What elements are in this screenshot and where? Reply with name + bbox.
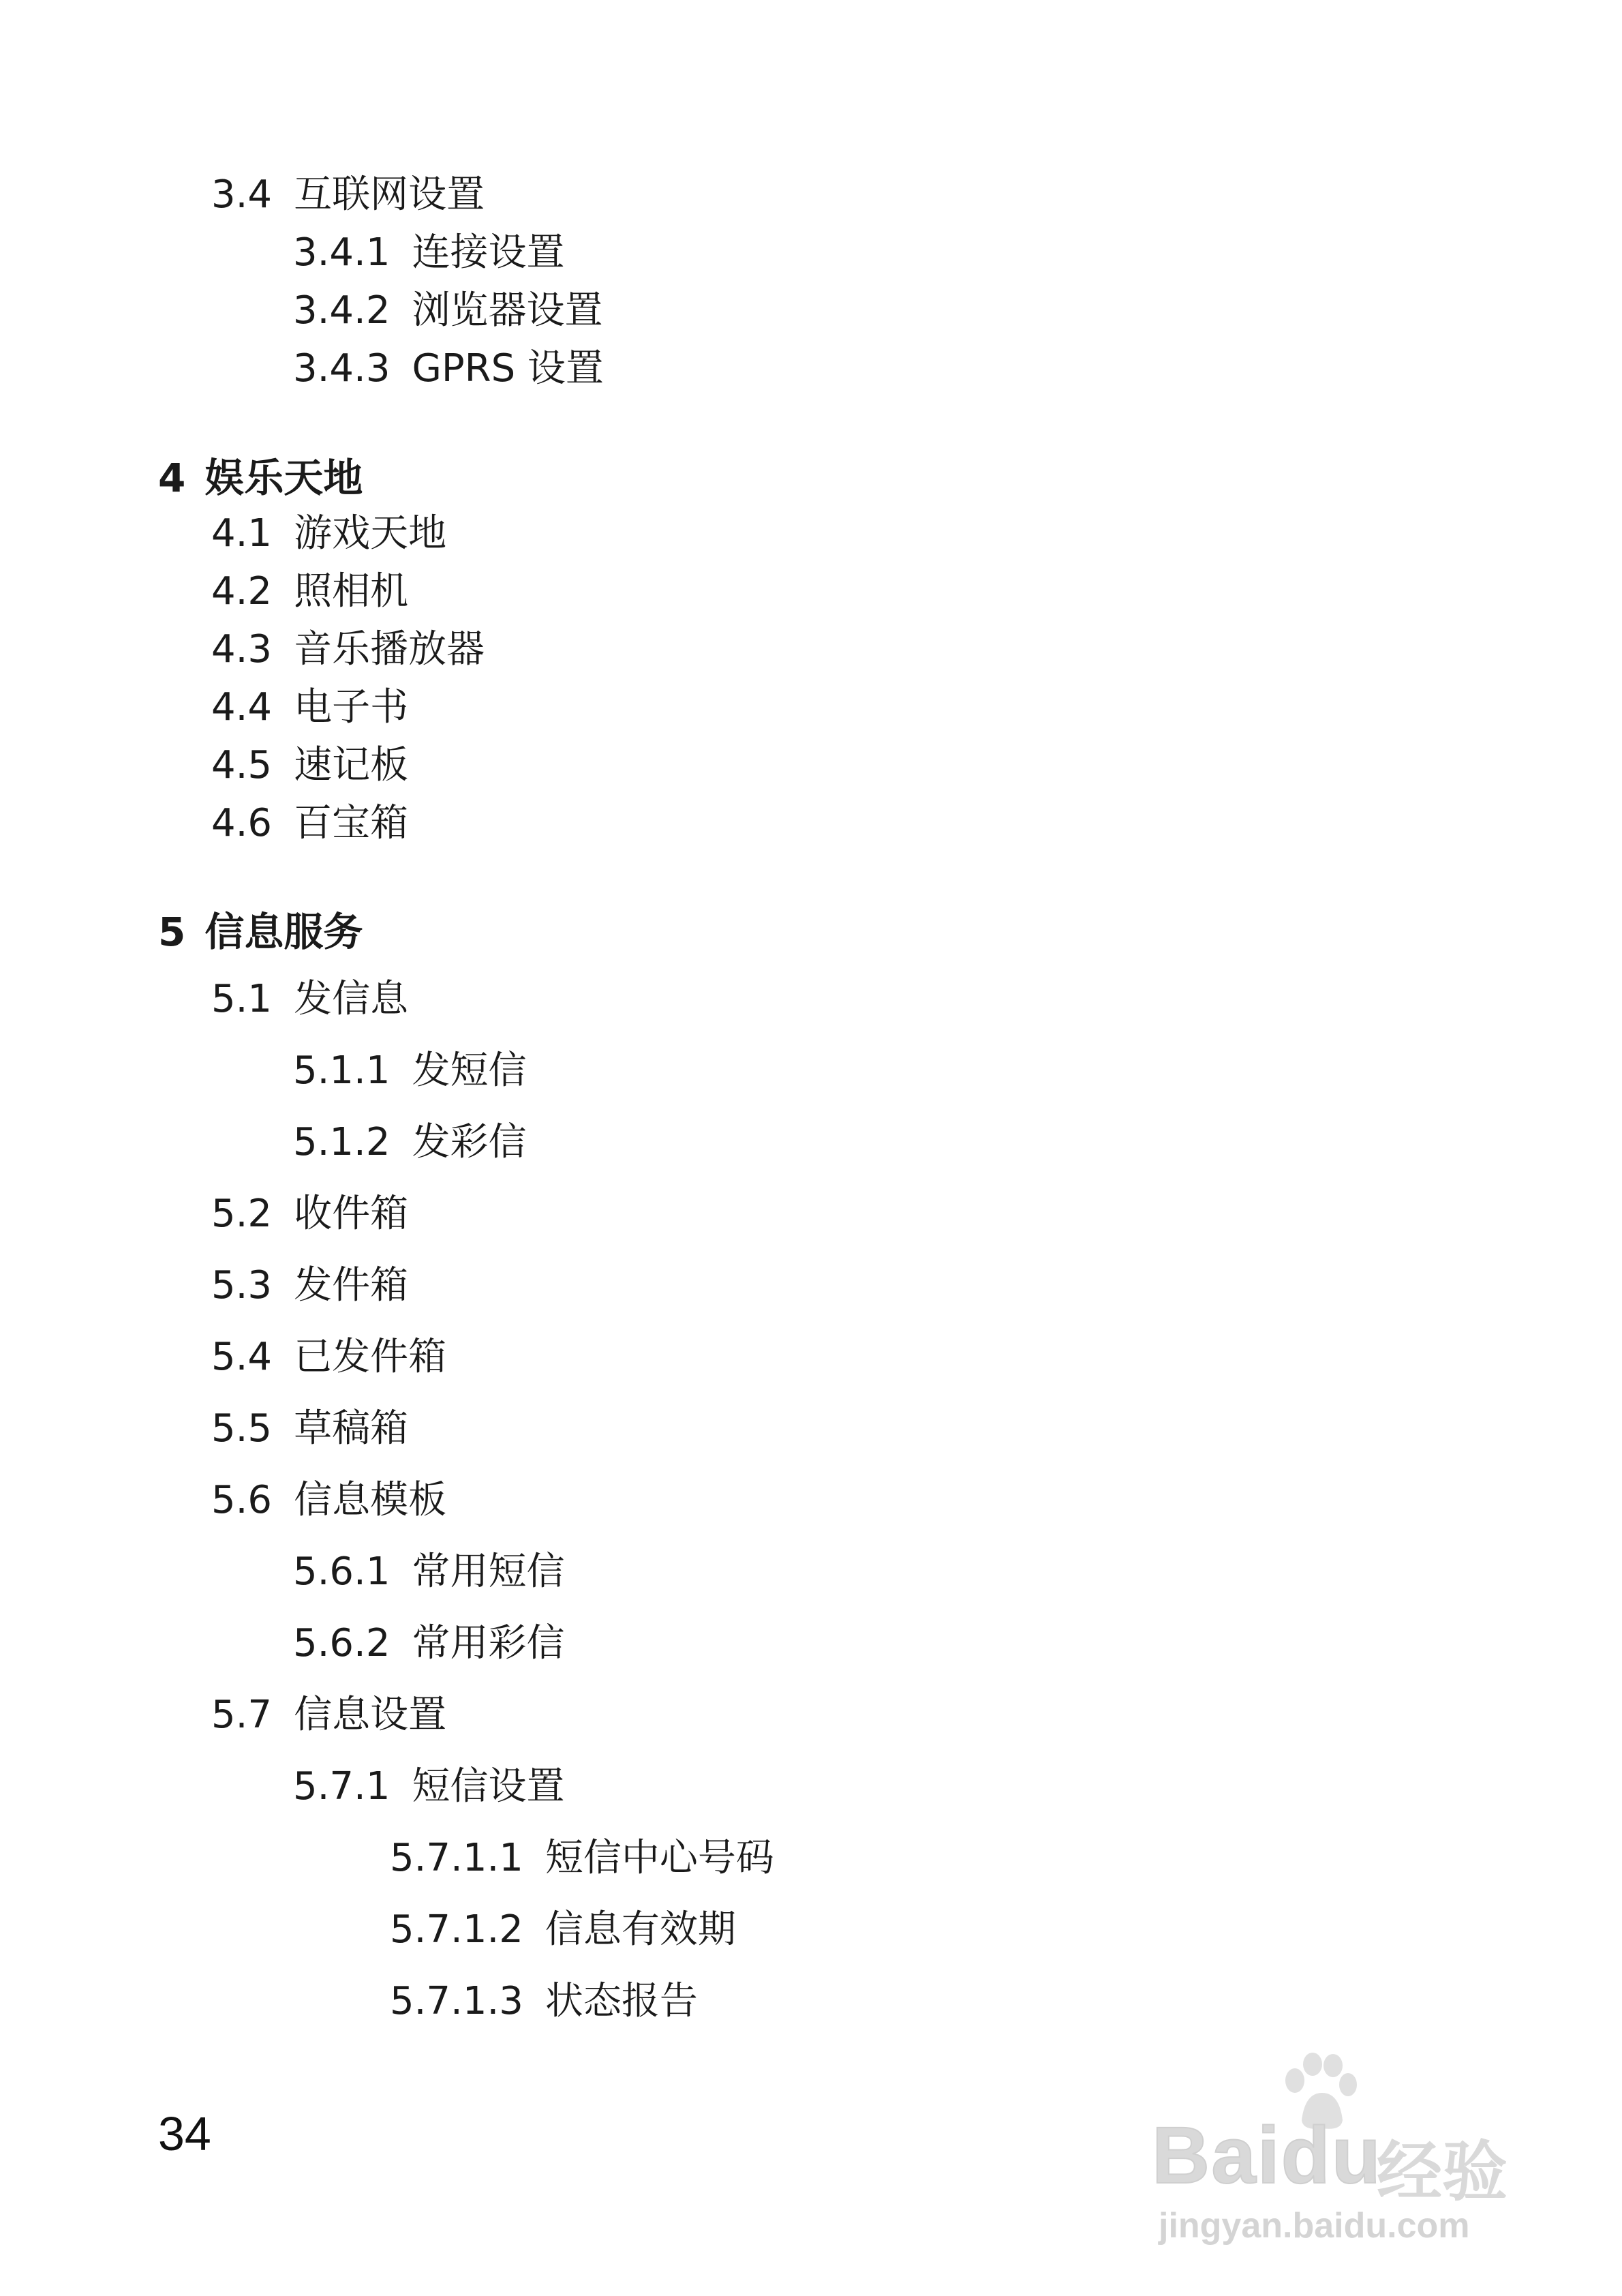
- toc-entry-number: 4.1: [211, 511, 273, 556]
- toc-entry-number: 5.1: [211, 977, 273, 1021]
- toc-entry-number: 5.6: [211, 1478, 273, 1522]
- toc-entry-4-6: [211, 801, 409, 845]
- toc-entry-title: 电子书: [294, 685, 409, 729]
- toc-entry-4-1: [211, 511, 447, 556]
- toc-entry-number: 5.6.2: [293, 1621, 391, 1665]
- toc-entry-title: 状态报告: [545, 1979, 698, 2023]
- toc-section-title: 信息服务: [204, 909, 363, 955]
- toc-entry-title: 发短信: [412, 1048, 527, 1093]
- toc-entry-title: 照相机: [294, 569, 409, 614]
- toc-entry-title: 信息模板: [294, 1478, 447, 1522]
- toc-entry-4-5: [211, 743, 409, 787]
- toc-entry-number: 3.4: [211, 172, 273, 217]
- toc-entry-title: 信息有效期: [545, 1907, 736, 1952]
- toc-entry-number: 4.3: [211, 627, 273, 671]
- toc-entry-number: 5.7.1.2: [390, 1907, 523, 1952]
- watermark-brand-cn: 经验: [1377, 2136, 1508, 2209]
- toc-entry-number: 5.6.1: [293, 1550, 391, 1594]
- toc-entry-number: 5.3: [211, 1263, 273, 1308]
- toc-entry-4-3: [211, 627, 485, 671]
- toc-entry-5-7-1-3: [390, 1979, 698, 2023]
- toc-entry-number: 5.5: [211, 1406, 273, 1451]
- toc-entry-title: GPRS 设置: [412, 346, 604, 391]
- toc-entry-5-6: [211, 1478, 447, 1522]
- toc-entry-title: 音乐播放器: [294, 627, 485, 671]
- toc-entry-3-4: [211, 172, 485, 217]
- toc-entry-title: 百宝箱: [294, 801, 409, 845]
- toc-entry-5-7-1-2: [390, 1907, 736, 1952]
- toc-entry-number: 4.5: [211, 743, 273, 787]
- toc-entry-title: 收件箱: [294, 1192, 409, 1236]
- toc-section-number: 5: [158, 909, 186, 955]
- toc-entry-number: 5.4: [211, 1335, 273, 1379]
- toc-entry-number: 5.7: [211, 1693, 273, 1737]
- toc-entry-title: 信息设置: [294, 1693, 447, 1737]
- toc-entry-title: 短信设置: [412, 1764, 565, 1809]
- watermark-domain: jingyan.baidu.com: [1159, 2206, 1470, 2246]
- toc-entry-title: 发信息: [294, 977, 409, 1021]
- toc-entry-number: 4.4: [211, 685, 273, 729]
- toc-entry-number: 3.4.1: [293, 230, 391, 275]
- toc-entry-title: 常用彩信: [412, 1621, 565, 1665]
- toc-entry-3-4-1: [293, 230, 565, 275]
- toc-entry-5-3: [211, 1263, 409, 1308]
- toc-entry-5-6-2: [293, 1621, 565, 1665]
- toc-entry-number: 3.4.3: [293, 346, 391, 391]
- toc-entry-5-1: [211, 977, 409, 1021]
- toc-entry-5-4: [211, 1335, 447, 1379]
- toc-entry-number: 3.4.2: [293, 288, 391, 333]
- toc-entry-number: 4.6: [211, 801, 273, 845]
- toc-entry-number: 4.2: [211, 569, 273, 614]
- toc-entry-number: 5.7.1: [293, 1764, 391, 1809]
- toc-entry-5-1-1: [293, 1048, 527, 1093]
- toc-entry-5-7-1: [293, 1764, 565, 1809]
- watermark: [1152, 2052, 1533, 2256]
- toc-entry-title: 浏览器设置: [412, 288, 603, 333]
- toc-entry-title: 草稿箱: [294, 1406, 409, 1451]
- toc-entry-5-2: [211, 1192, 409, 1236]
- toc-entry-3-4-3: [293, 346, 604, 391]
- toc-entry-title: 常用短信: [412, 1550, 565, 1594]
- toc-entry-3-4-2: [293, 288, 603, 333]
- toc-entry-5-1-2: [293, 1120, 527, 1164]
- toc-entry-4-2: [211, 569, 409, 614]
- toc-entry-title: 发彩信: [412, 1120, 527, 1164]
- toc-section-title: 娱乐天地: [204, 455, 363, 501]
- toc-entry-title: 速记板: [294, 743, 409, 787]
- toc-entry-number: 5.1.1: [293, 1048, 391, 1093]
- toc-entry-number: 5.7.1.1: [390, 1836, 523, 1880]
- toc-entry-title: 连接设置: [412, 230, 565, 275]
- page-number: 34: [158, 2107, 211, 2160]
- toc-entry-5-7-1-1: [390, 1836, 774, 1880]
- toc-entry-5-7: [211, 1693, 447, 1737]
- toc-entry-4-4: [211, 685, 409, 729]
- toc-entry-5-5: [211, 1406, 409, 1451]
- toc-section-number: 4: [158, 455, 186, 501]
- toc-section-5: [158, 909, 363, 955]
- toc-entry-title: 发件箱: [294, 1263, 409, 1308]
- toc-entry-title: 短信中心号码: [545, 1836, 774, 1880]
- toc-section-4: [158, 455, 363, 501]
- toc-entry-5-6-1: [293, 1550, 565, 1594]
- toc-entry-number: 5.7.1.3: [390, 1979, 523, 2023]
- toc-entry-title: 游戏天地: [294, 511, 447, 556]
- toc-entry-number: 5.2: [211, 1192, 273, 1236]
- toc-entry-number: 5.1.2: [293, 1120, 391, 1164]
- toc-entry-title: 已发件箱: [294, 1335, 447, 1379]
- toc-entry-title: 互联网设置: [294, 172, 485, 217]
- watermark-brand: Baidu: [1152, 2111, 1382, 2201]
